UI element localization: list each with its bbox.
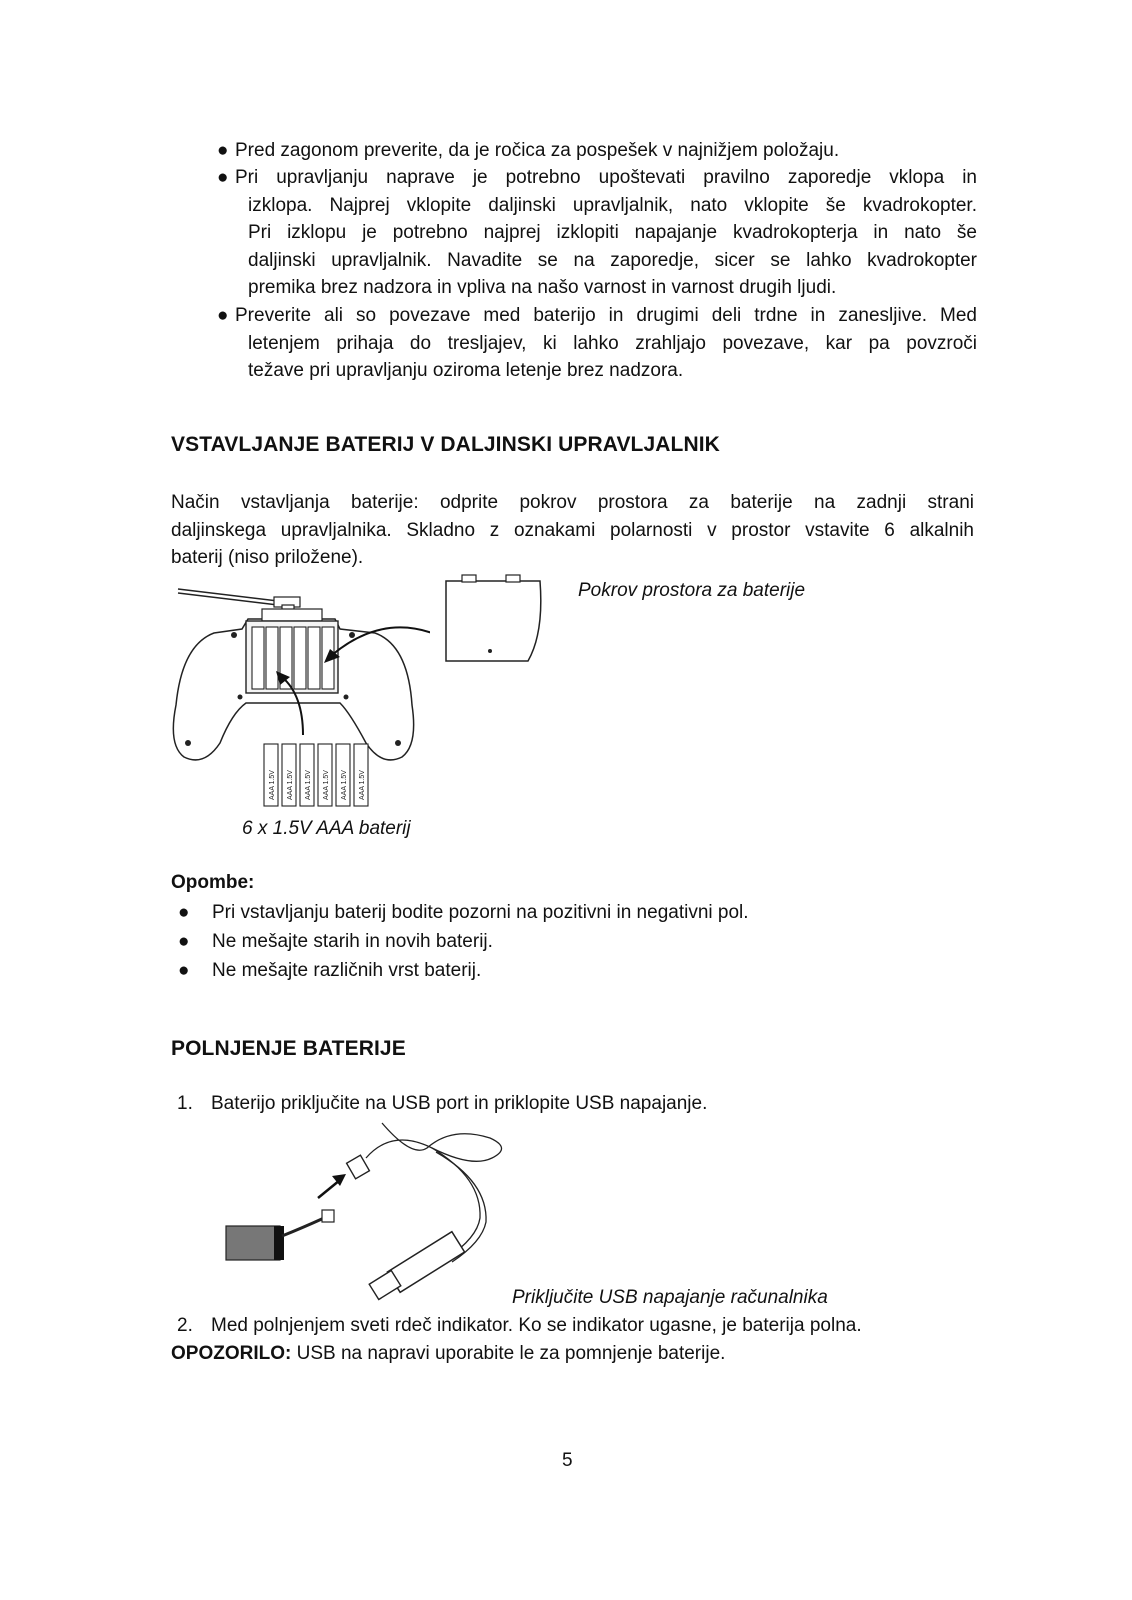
note-text: Pri vstavljanju baterij bodite pozorni na pozitivni in negativni pol. (212, 902, 749, 923)
bullet-icon: ● (217, 167, 229, 188)
paragraph-line: daljinskega upravljalnika. Skladno z oznakami polarnosti v prostor vstavite 6 alkalnih (171, 519, 974, 541)
bullet-icon: ● (178, 902, 190, 923)
bullet-icon: ● (178, 931, 190, 952)
warning-label: OPOZORILO: (171, 1343, 292, 1364)
battery-label: AAA 1.5V (269, 770, 276, 800)
step-text: Med polnjenjem sveti rdeč indikator. Ko se indikator ugasne, je baterija polna. (211, 1315, 862, 1336)
bullet-icon: ● (178, 960, 190, 981)
step-number: 2. (177, 1315, 193, 1336)
bullet-text: premika brez nadzora in vpliva na našo varnost in varnost drugih ljudi. (248, 277, 837, 299)
notes-title: Opombe: (171, 872, 255, 893)
battery-cover-illustration (440, 573, 550, 668)
bullet-icon: ● (217, 140, 229, 161)
section-heading: VSTAVLJANJE BATERIJ V DALJINSKI UPRAVLJALNIK (171, 433, 720, 456)
caption-batteries: 6 x 1.5V AAA baterij (242, 818, 411, 839)
usb-cable-illustration (222, 1118, 522, 1318)
batteries-illustration (262, 742, 372, 812)
step-number: 1. (177, 1093, 193, 1114)
page-number: 5 (562, 1450, 573, 1471)
paragraph-line: Način vstavljanja baterije: odprite pokrov prostora za baterije na zadnji strani (171, 492, 974, 513)
warning-text: USB na napravi uporabite le za pomnjenje baterije. (291, 1343, 726, 1364)
bullet-text: težave pri upravljanju oziroma letenje brez nadzora. (248, 360, 684, 382)
battery-label: AAA 1.5V (341, 770, 348, 800)
note-text: Ne mešajte različnih vrst baterij. (212, 960, 482, 981)
battery-label: AAA 1.5V (305, 770, 312, 800)
warning (171, 1343, 725, 1365)
section-heading: POLNJENJE BATERIJE (171, 1037, 406, 1060)
bullet-text: letenjem prihaja do tresljajev, ki lahko zrahljajo povezave, kar pa povzroči (248, 332, 977, 354)
battery-label: AAA 1.5V (287, 770, 294, 800)
bullet-item (217, 302, 977, 385)
bullet-text: daljinski upravljalnik. Navadite se na zaporedje, sicer se lahko kvadrokopter (248, 249, 977, 271)
step-text: Baterijo priključite na USB port in priklopite USB napajanje. (211, 1093, 708, 1114)
paragraph-line: baterij (niso priložene). (171, 547, 364, 569)
bullet-item (217, 164, 977, 302)
bullet-text: Pri izklopu je potrebno najprej izklopiti napajanje kvadrokopterja in nato še (248, 222, 977, 244)
bullet-text: izklopa. Najprej vklopite daljinski upravljalnik, nato vklopite še kvadrokopter. (248, 194, 977, 216)
bullet-text: Preverite ali so povezave med baterijo in drugimi deli trdne in zanesljive. Med (235, 305, 977, 326)
bullet-item (217, 137, 977, 165)
caption-battery-cover: Pokrov prostora za baterije (578, 580, 806, 601)
bullet-icon: ● (217, 305, 229, 326)
caption-usb: Priključite USB napajanje računalnika (512, 1287, 828, 1308)
battery-label: AAA 1.5V (359, 770, 366, 800)
battery-label: AAA 1.5V (323, 770, 330, 800)
bullet-text: Pred zagonom preverite, da je ročica za pospešek v najnižjem položaju. (235, 140, 840, 161)
bullet-text: Pri upravljanju naprave je potrebno upoštevati pravilno zaporedje vklopa in (235, 167, 977, 188)
note-text: Ne mešajte starih in novih baterij. (212, 931, 493, 952)
paragraph (171, 489, 974, 572)
